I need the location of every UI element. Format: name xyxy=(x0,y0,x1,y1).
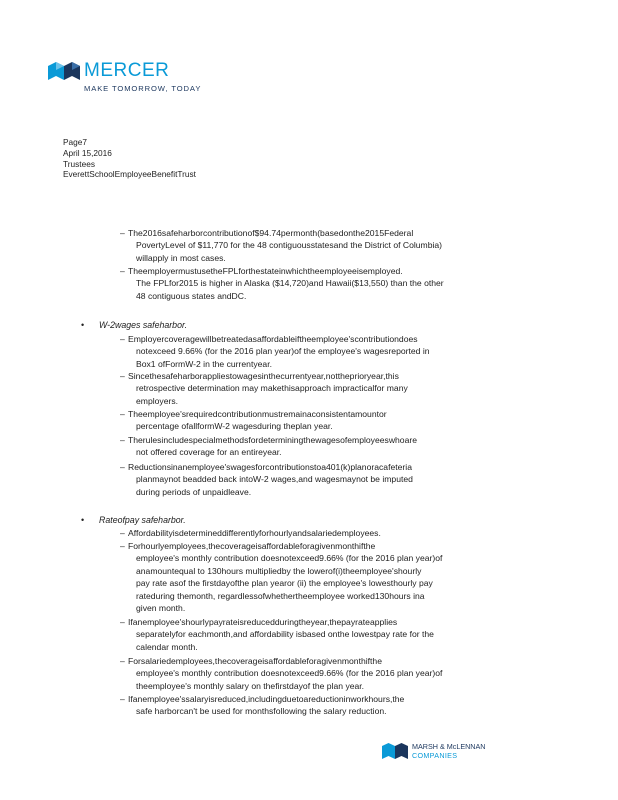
mercer-logo xyxy=(48,60,202,93)
text-line: – Therulesincludespecialmethodsfordeterminingthewagesofemployeeswhoare xyxy=(128,434,417,446)
text-line: employee's monthly contribution doesnotexceed9.66% (for the 2016 plan year)of xyxy=(136,553,443,564)
text-line: retrospective determination may makethisapproach impracticalfor many xyxy=(136,383,408,394)
bullet-heading xyxy=(81,320,188,330)
text-line: not offered coverage for an entireyear. xyxy=(136,447,282,458)
text-line: given month. xyxy=(136,603,186,614)
mmc-companies: COMPANIES xyxy=(412,750,458,760)
text-line: pay rate asof the firstdayofthe plan yearor (ii) the employee's lowesthourly pay xyxy=(136,578,433,589)
text-line: – Theemployee'srequiredcontributionmustremainaconsistentamountor xyxy=(128,408,387,420)
text-line: willapply in most cases. xyxy=(136,252,226,263)
text-line: during periods of unpaidleave. xyxy=(136,486,252,497)
mercer-tagline: MAKE TOMORROW, TODAY xyxy=(84,84,202,93)
text-line: percentage ofallformW-2 wagesduring theplan year. xyxy=(136,421,333,432)
text-line: safe harborcan't be used for monthsfollowing the salary reduction. xyxy=(136,706,387,717)
text-line: The FPLfor2015 is higher in Alaska ($14,720)and Hawaii($13,550) than the other xyxy=(136,278,444,289)
text-line: – Sincethesafeharborappliestowagesinthecurrentyear,nottheprioryear,this xyxy=(128,370,408,382)
mercer-wordmark: MERCER xyxy=(84,60,170,81)
dash-item xyxy=(128,434,417,459)
dash-item xyxy=(128,540,442,614)
text-line: – Ifanemployee'ssalaryisreduced,includingduetoareductioninworkhours,the xyxy=(128,693,404,705)
text-line: – The2016safeharborcontributionof$94.74permonth(basedonthe2015Federal xyxy=(128,227,442,239)
text-line: notexceed 9.66% (for the 2016 plan year)of the employee's wagesreported in xyxy=(136,346,430,357)
text-line: – Reductionsinanemployee'swagesforcontributionstoa401(k)planoracafeteria xyxy=(128,461,413,473)
text-line: rateduring themonth, regardlessofwhethertheemployee worked130hours ina xyxy=(136,590,425,601)
dash-item xyxy=(128,461,413,498)
dash-item xyxy=(128,265,444,302)
text-line: – Employercoveragewillbetreatedasaffordableiftheemployee'scontributiondoes xyxy=(128,333,430,345)
text-line: – Ifanemployee'shourlypayrateisreducedduringtheyear,thepayrateapplies xyxy=(128,616,434,628)
text-line: 48 contiguous states andDC. xyxy=(136,290,247,301)
section-title: W-2wages safeharbor. xyxy=(99,320,188,330)
bullet-icon: • xyxy=(81,320,85,330)
bullet-heading xyxy=(81,515,186,525)
mmc-wordmark xyxy=(412,743,485,760)
text-line: separatelyfor eachmonth,and affordability isbased onthe lowestpay rate for the xyxy=(136,629,434,640)
text-line: employee's monthly contribution doesnotexceed9.66% (for the 2016 plan year)of xyxy=(136,668,443,679)
mercer-logo-mark xyxy=(48,62,80,80)
text-line: PovertyLevel of $11,770 for the 48 contiguousstatesand the District of Columbia) xyxy=(136,240,443,251)
recipient: Trustees xyxy=(63,158,95,169)
mmc-name: MARSH & McLENNAN xyxy=(412,742,486,751)
text-line: calendar month. xyxy=(136,641,198,652)
text-line: employers. xyxy=(136,395,179,406)
text-line: planmaynot beadded back intoW-2 wages,and wagesmaynot be imputed xyxy=(136,474,413,485)
section-title: Rateofpay safeharbor. xyxy=(99,515,186,525)
bullet-icon: • xyxy=(81,515,85,525)
marsh-mclennan-logo xyxy=(382,742,486,764)
dash-item xyxy=(128,370,408,407)
dash-item xyxy=(128,616,434,653)
letter-header xyxy=(63,137,196,180)
text-line: – TheemployermustusetheFPLforthestateinwhichtheemployeeisemployed. xyxy=(128,265,444,277)
page-number: Page7 xyxy=(63,137,87,147)
dash-item xyxy=(128,408,387,433)
text-line: theemployee's monthly salary on thefirstdayof the plan year. xyxy=(136,680,365,691)
dash-item xyxy=(128,693,404,718)
dash-item xyxy=(128,333,430,370)
dash-item xyxy=(128,655,442,692)
organization: EverettSchoolEmployeeBenefitTrust xyxy=(63,169,196,180)
dash-item xyxy=(128,227,442,264)
letter-date: April 15,2016 xyxy=(63,147,112,158)
text-line: – Forsalariedemployees,thecoverageisaffordableforagivenmonthifthe xyxy=(128,655,442,667)
text-line: – Forhourlyemployees,thecoverageisaffordableforagivenmonthifthe xyxy=(128,540,442,552)
text-line: Box1 ofFormW-2 in the currentyear. xyxy=(136,358,272,369)
text-line: anamountequal to 130hours multipliedby the lowerof(i)theemployee'shourly xyxy=(136,565,422,576)
dash-item xyxy=(128,527,381,539)
text-line: – Affordabilityisdetermineddifferentlyforhourlyandsalariedemployees. xyxy=(128,527,381,539)
mmc-logo-mark xyxy=(382,743,408,759)
